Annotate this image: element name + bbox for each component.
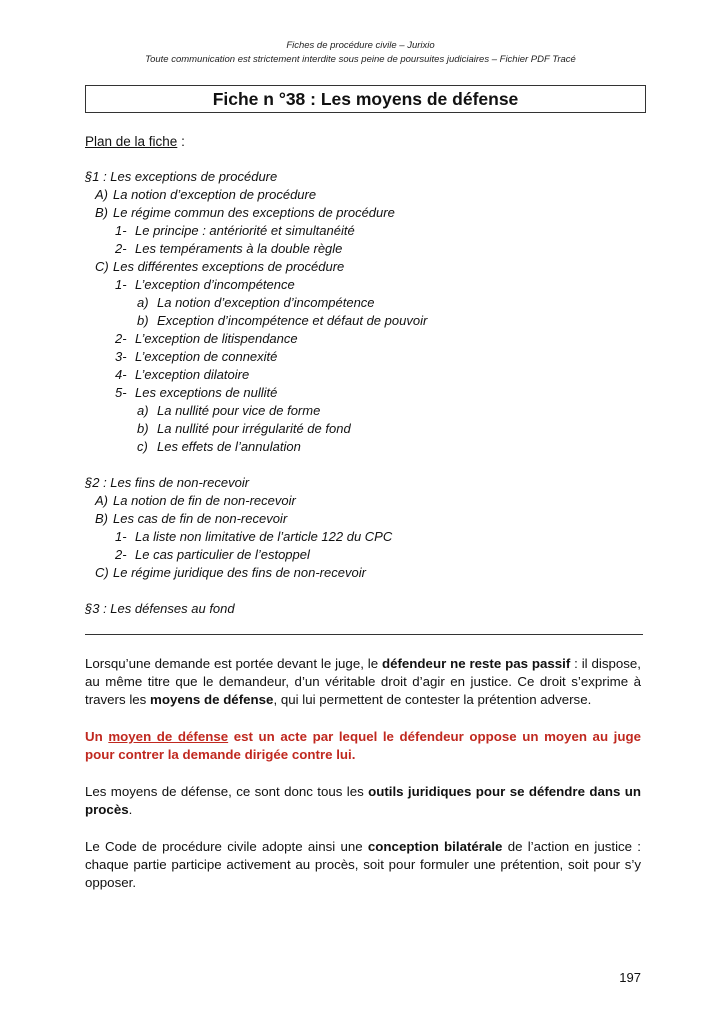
- outline-text: §2 : Les fins de non-recevoir: [85, 475, 250, 490]
- outline-section: [85, 168, 645, 186]
- text-run: Un: [85, 729, 109, 744]
- plan-label: Plan de la fiche: [85, 134, 178, 149]
- outline-text: La nullité pour vice de forme: [157, 403, 321, 418]
- outline-marker: 2-: [115, 547, 127, 562]
- outline-text: L’exception de connexité: [135, 349, 278, 364]
- paragraph-tools: [85, 783, 641, 819]
- outline-item: [85, 366, 645, 384]
- outline-item: [85, 564, 645, 582]
- outline-text: L’exception d’incompétence: [135, 277, 295, 292]
- outline-text: Les effets de l’annulation: [157, 439, 301, 454]
- outline-marker: 1-: [115, 223, 127, 238]
- outline-text: Les exceptions de nullité: [135, 385, 278, 400]
- outline-marker: 1-: [115, 277, 127, 292]
- underlined-run: moyen de défense: [108, 729, 229, 744]
- outline-item: [85, 384, 645, 402]
- outline-marker: C): [95, 259, 109, 274]
- outline-item: [85, 240, 645, 258]
- outline-section: [85, 474, 645, 492]
- bold-run: moyens de défense: [150, 692, 274, 707]
- outline-text: §3 : Les défenses au fond: [85, 601, 235, 616]
- outline-section: [85, 600, 645, 618]
- outline-text: La liste non limitative de l’article 122 du CPC: [135, 529, 393, 544]
- outline-spacer: [85, 456, 645, 474]
- header-line-2: Toute communication est strictement interdite sous peine de poursuites judiciaires – Fichier PDF Tracé: [145, 54, 576, 65]
- page-title: [85, 85, 646, 113]
- outline-marker: C): [95, 565, 109, 580]
- outline-item: [85, 204, 645, 222]
- outline-item: [85, 222, 645, 240]
- text-run: de l’action en justice : chaque partie participe activement au procès, soit pour formuler une prétention, soit pour s’y opposer.: [85, 839, 641, 890]
- outline-text: La nullité pour irrégularité de fond: [157, 421, 351, 436]
- outline-marker: A): [95, 493, 108, 508]
- outline-item: [85, 312, 645, 330]
- text-run: Lorsqu’une demande est portée devant le juge, le: [85, 656, 382, 671]
- paragraph-intro: [85, 655, 641, 709]
- outline-text: L’exception dilatoire: [135, 367, 250, 382]
- outline-item: [85, 546, 645, 564]
- outline-text: Le régime juridique des fins de non-recevoir: [113, 565, 366, 580]
- outline-marker: b): [137, 313, 149, 328]
- page-number: 197: [619, 970, 641, 985]
- outline-marker: 3-: [115, 349, 127, 364]
- outline-item: [85, 510, 645, 528]
- paragraph-definition: [85, 728, 641, 764]
- text-run: : il dispose, au même titre que le demandeur, d’un véritable droit d’agir en justice. Ce droit s’exprime à travers les: [85, 656, 641, 707]
- text-run: Les moyens de défense, ce sont donc tous les: [85, 784, 369, 799]
- outline-marker: 4-: [115, 367, 127, 382]
- outline-text: Le cas particulier de l’estoppel: [135, 547, 310, 562]
- page-header: [0, 39, 721, 67]
- outline-spacer: [85, 582, 645, 600]
- outline-text: L’exception de litispendance: [135, 331, 298, 346]
- bold-run: conception bilatérale: [367, 839, 503, 854]
- paragraph-bilateral: [85, 838, 641, 892]
- outline-marker: 5-: [115, 385, 127, 400]
- outline-text: Exception d’incompétence et défaut de pouvoir: [157, 313, 428, 328]
- outline-text: La notion d’exception de procédure: [113, 187, 317, 202]
- header-line-1: Fiches de procédure civile – Jurixio: [286, 40, 435, 51]
- outline-item: [85, 402, 645, 420]
- outline-text: Les tempéraments à la double règle: [135, 241, 343, 256]
- outline-marker: B): [95, 205, 108, 220]
- outline-item: [85, 492, 645, 510]
- outline-item: [85, 258, 645, 276]
- outline-item: [85, 330, 645, 348]
- text-run: Le Code de procédure civile adopte ainsi une: [85, 839, 368, 854]
- outline-item: [85, 348, 645, 366]
- outline-text: Le principe : antériorité et simultanéité: [135, 223, 355, 238]
- text-run: , qui lui permettent de contester la prétention adverse.: [273, 692, 592, 707]
- title-text: Fiche n °38 : Les moyens de défense: [212, 88, 519, 109]
- text-run: .: [128, 802, 133, 817]
- outline-item: [85, 186, 645, 204]
- divider: [85, 634, 643, 635]
- outline-item: [85, 528, 645, 546]
- outline-text: Le régime commun des exceptions de procédure: [113, 205, 395, 220]
- outline-text: La notion de fin de non-recevoir: [113, 493, 296, 508]
- outline-item: [85, 438, 645, 456]
- outline-marker: 2-: [115, 331, 127, 346]
- outline-text: Les différentes exceptions de procédure: [113, 259, 345, 274]
- plan-colon: :: [177, 134, 185, 149]
- outline-item: [85, 420, 645, 438]
- plan-heading: [85, 132, 185, 152]
- bold-run: outils juridiques pour se défendre dans un procès: [85, 784, 641, 817]
- outline-text: Les cas de fin de non-recevoir: [113, 511, 288, 526]
- outline-text: §1 : Les exceptions de procédure: [85, 169, 278, 184]
- outline-text: La notion d’exception d’incompétence: [157, 295, 375, 310]
- outline-marker: a): [137, 403, 149, 418]
- outline-marker: A): [95, 187, 108, 202]
- outline-item: [85, 276, 645, 294]
- outline-list: [85, 168, 645, 618]
- text-run: est un acte par lequel le défendeur oppose un moyen au juge pour contrer la demande dirigée contre lui.: [85, 729, 642, 762]
- outline-marker: b): [137, 421, 149, 436]
- bold-run: défendeur ne reste pas passif: [381, 656, 571, 671]
- outline-marker: 1-: [115, 529, 127, 544]
- outline-item: [85, 294, 645, 312]
- outline-marker: c): [137, 439, 148, 454]
- outline-marker: 2-: [115, 241, 127, 256]
- outline-marker: a): [137, 295, 149, 310]
- outline-marker: B): [95, 511, 108, 526]
